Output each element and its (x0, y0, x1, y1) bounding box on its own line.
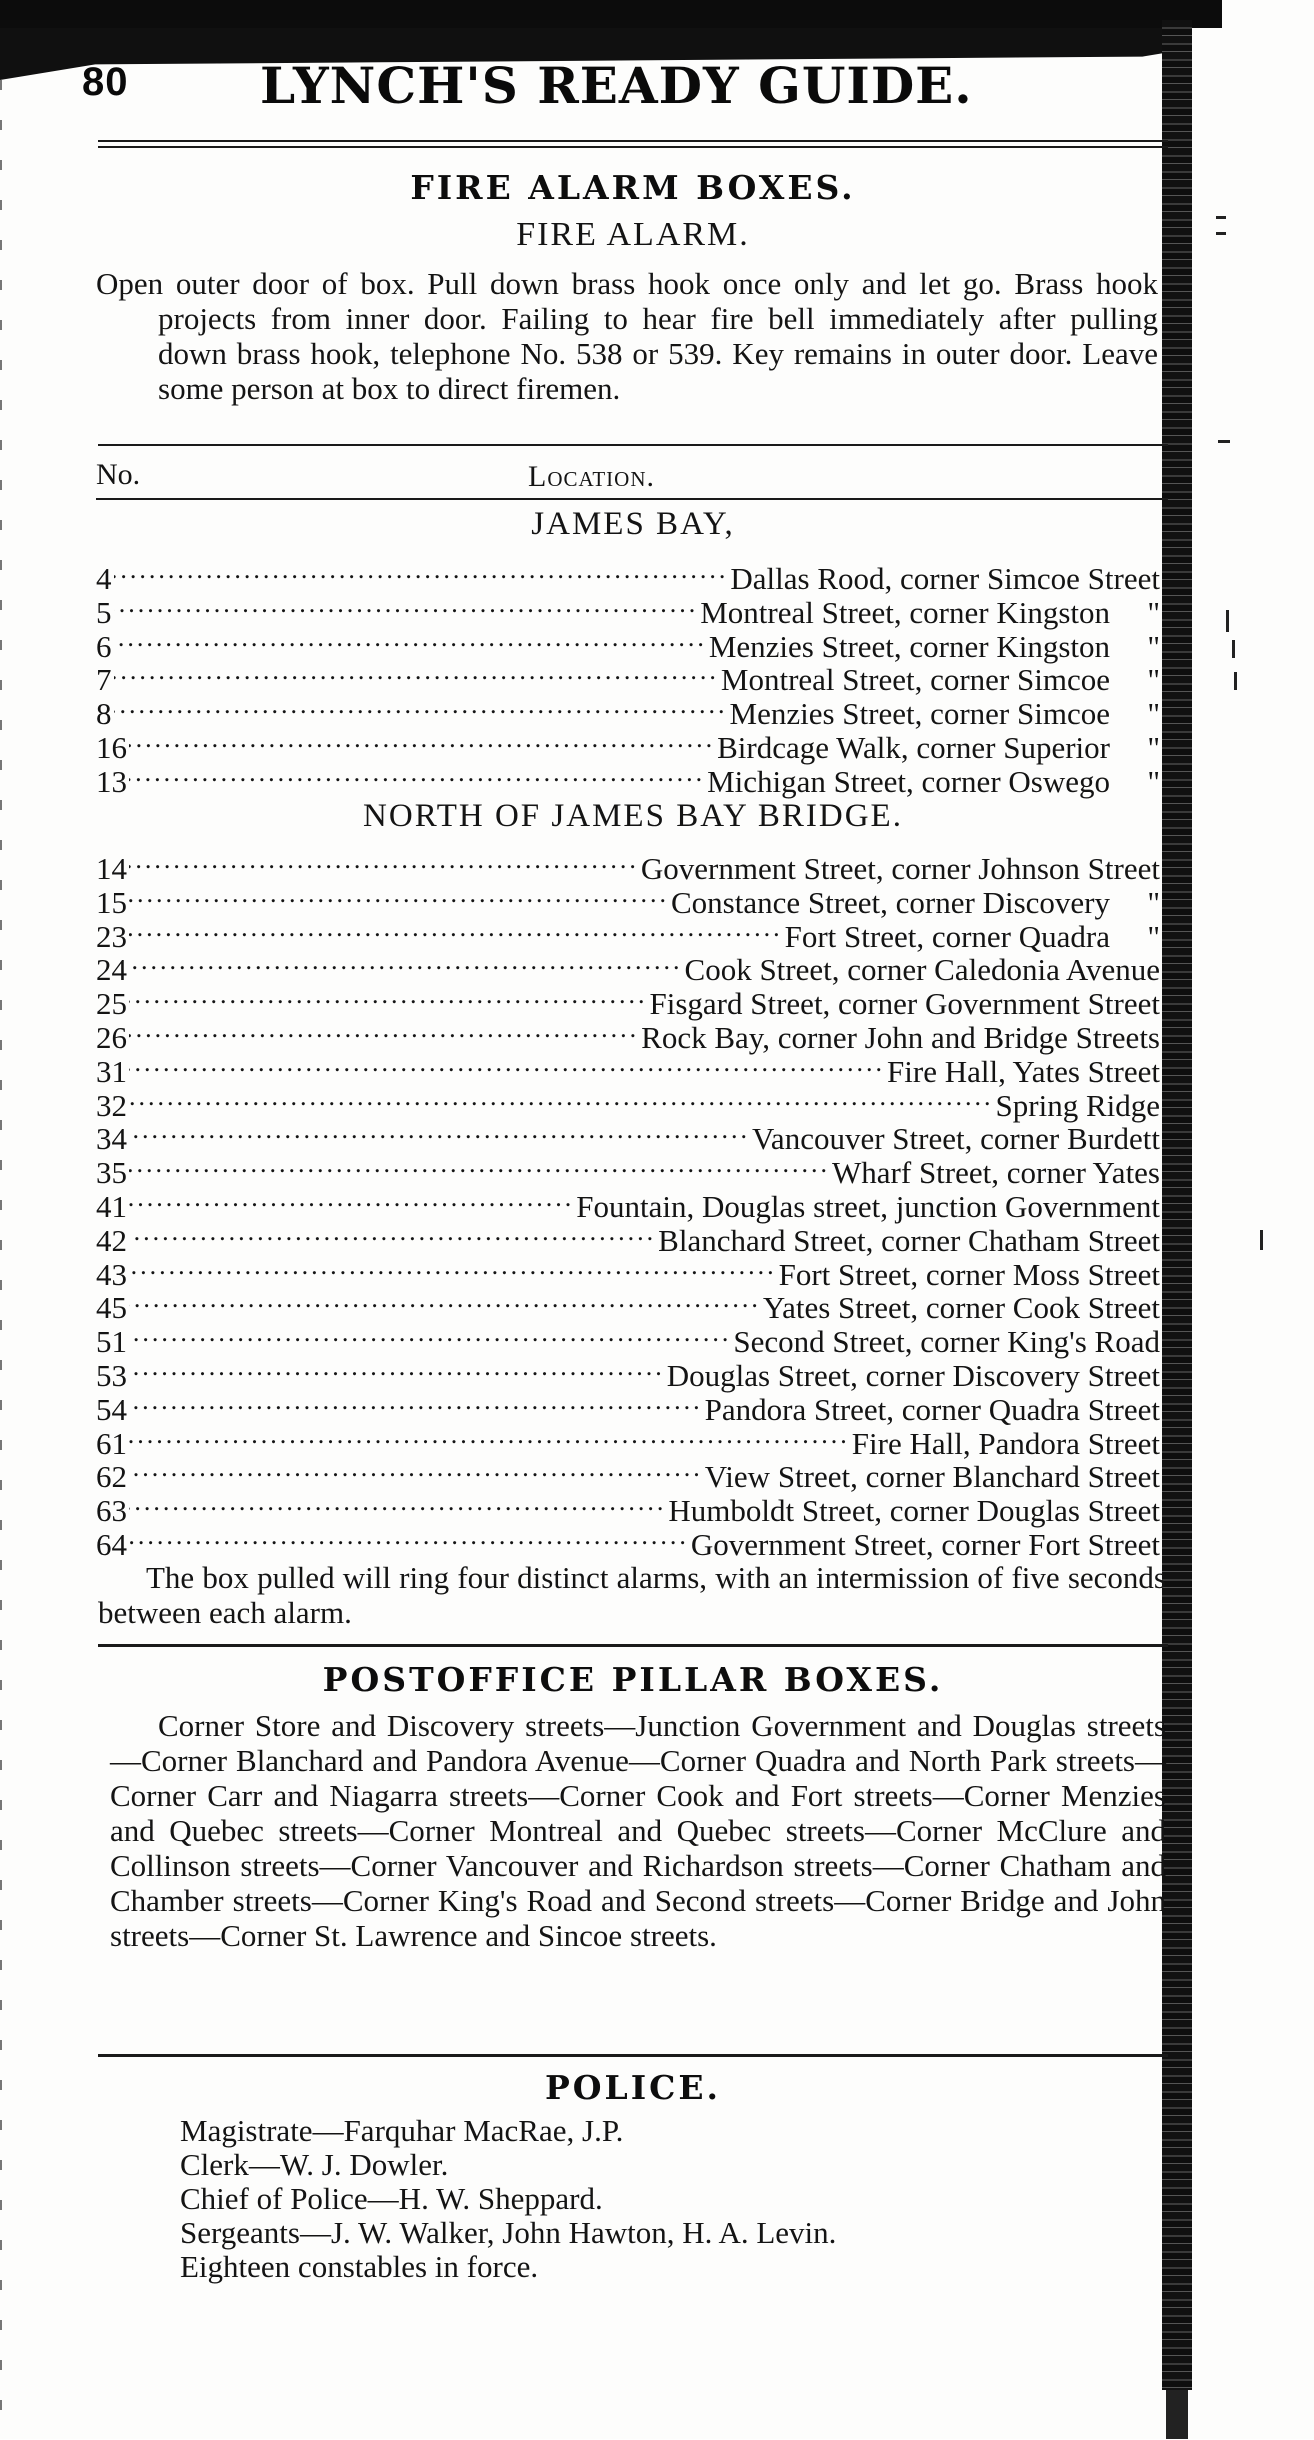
page-number: 80 (82, 60, 129, 104)
alarm-box-row (96, 1015, 1160, 1055)
alarm-box-row (96, 1319, 1160, 1360)
alarm-box-number: 6 (96, 628, 112, 664)
alarm-box-row (96, 556, 1160, 596)
alarm-box-number: 7 (96, 662, 112, 698)
alarm-box-row (96, 981, 1160, 1022)
dot-leader (129, 1488, 666, 1521)
alarm-box-location: Fort Street, corner Moss Street (778, 1256, 1160, 1292)
region-james-bay: JAMES BAY, (531, 506, 735, 542)
alarm-box-row (96, 1218, 1160, 1258)
alarm-box-number: 23 (96, 918, 127, 954)
alarm-box-number: 35 (96, 1155, 127, 1191)
police-chief: Chief of Police—H. W. Sheppard. (180, 2181, 603, 2216)
alarm-box-location: Fort Street, corner Quadra (784, 918, 1110, 954)
police-clerk: Clerk—W. J. Dowler. (180, 2147, 449, 2182)
scan-speck (1232, 640, 1235, 658)
alarm-box-row (96, 846, 1160, 886)
alarm-box-location: Dallas Rood, corner Simcoe Street (730, 561, 1160, 596)
north-bridge-box-list (96, 846, 1160, 1562)
ditto-mark: " (1147, 884, 1160, 920)
box-table-header (96, 454, 1168, 494)
dot-leader (129, 947, 683, 980)
police-constables: Eighteen constables in force. (180, 2249, 539, 2284)
dot-leader (129, 1387, 703, 1420)
alarm-box-location: Wharf Street, corner Yates (832, 1155, 1160, 1191)
dot-leader (129, 981, 648, 1014)
alarm-box-location: Constance Street, corner Discovery (670, 884, 1110, 920)
alarm-box-location: Fire Hall, Yates Street (887, 1053, 1160, 1089)
instructions-text: Open outer door of box. Pull down brass hook once only and let go. Brass hook projects from inner door. Failing to hear fire bell immediately after pulling down brass hook, telephone No. 538 or 539. Key remains in outer door. Leave some person at box to direct firemen. (96, 266, 1158, 406)
alarm-box-number: 42 (96, 1222, 127, 1258)
pillar-rule (98, 2054, 1168, 2057)
alarm-box-number: 26 (96, 1019, 127, 1055)
scan-speck (1216, 232, 1226, 235)
dot-leader (129, 914, 783, 947)
pillar-boxes-list (110, 1708, 1166, 1953)
alarm-box-row (96, 1150, 1160, 1191)
alarm-box-row (96, 947, 1160, 988)
alarm-box-number: 4 (96, 561, 112, 596)
scan-speck (1216, 216, 1226, 219)
alarm-box-location: Blanchard Street, corner Chatham Street (658, 1222, 1160, 1258)
alarm-box-number: 51 (96, 1324, 127, 1360)
alarm-box-location: Montreal Street, corner Simcoe (720, 662, 1110, 698)
alarm-box-location: Vancouver Street, corner Burdett (751, 1121, 1160, 1157)
alarm-box-location: Montreal Street, corner Kingston (700, 594, 1110, 630)
alarm-note (98, 1560, 1166, 1630)
dot-leader (129, 759, 705, 792)
alarm-box-row (96, 1387, 1160, 1427)
fire-alarm-instructions (96, 266, 1158, 406)
alarm-box-location: Rock Bay, corner John and Bridge Streets (641, 1019, 1160, 1055)
alarm-box-row (96, 1252, 1160, 1292)
alarm-box-number: 31 (96, 1053, 127, 1089)
alarm-box-number: 54 (96, 1391, 127, 1427)
james-bay-box-list (96, 556, 1160, 799)
dot-leader (114, 657, 719, 690)
dot-leader (129, 1353, 665, 1386)
dot-leader (129, 1218, 656, 1251)
alarm-box-location: Menzies Street, corner Kingston (708, 628, 1110, 664)
police-sergeants: Sergeants—J. W. Walker, John Hawton, H. A. Levin. (180, 2215, 837, 2250)
alarm-box-number: 16 (96, 729, 127, 765)
dot-leader (129, 1252, 777, 1285)
alarm-box-number: 25 (96, 986, 127, 1022)
pillar-boxes-text: Corner Store and Discovery streets—Junction Government and Douglas streets—Corner Blanchard and Pandora Avenue—Corner Quadra and North Park streets—Corner Carr and Niagarra streets—Corner Cook and Fort streets—Corner Menzies and Quebec streets—Corner Montreal and Quebec streets—Corner McClure and Collinson streets—Corner Vancouver and Richardson streets—Corner Chatham and Chamber streets—Corner King's Road and Second streets—Corner Bridge and John streets—Corner St. Lawrence and Sincoe streets. (110, 1708, 1166, 1953)
alarm-box-location: Douglas Street, corner Discovery Street (666, 1357, 1160, 1393)
alarm-box-number: 61 (96, 1425, 127, 1461)
alarm-box-location: Menzies Street, corner Simcoe (729, 696, 1110, 732)
page-top-border (0, 0, 1222, 28)
dot-leader (129, 846, 639, 879)
dot-leader (129, 1522, 689, 1555)
column-no: No. (96, 458, 141, 491)
pillar-boxes-heading: POSTOFFICE PILLAR BOXES. (322, 1660, 944, 1699)
alarm-box-location: Second Street, corner King's Road (733, 1324, 1160, 1360)
alarm-box-location: Birdcage Walk, corner Superior (717, 729, 1110, 765)
alarm-box-row (96, 657, 1160, 698)
ditto-mark: " (1147, 594, 1160, 630)
alarm-box-number: 43 (96, 1256, 127, 1292)
ditto-mark: " (1147, 628, 1160, 664)
alarm-box-location: Yates Street, corner Cook Street (762, 1290, 1160, 1326)
dot-leader (129, 1421, 850, 1454)
alarm-box-location: Michigan Street, corner Oswego (707, 763, 1110, 799)
alarm-box-row (96, 759, 1160, 799)
ditto-mark: " (1147, 696, 1160, 732)
alarm-box-row (96, 1522, 1160, 1562)
alarm-box-location: Fisgard Street, corner Government Street (649, 986, 1160, 1022)
scan-speck (1226, 610, 1229, 632)
header-rule (98, 140, 1168, 148)
fire-alarm-subheading: FIRE ALARM. (516, 216, 750, 253)
alarm-box-number: 34 (96, 1121, 127, 1157)
alarm-box-number: 63 (96, 1493, 127, 1529)
alarm-box-location: Spring Ridge (995, 1087, 1160, 1123)
alarm-box-location: Fountain, Douglas street, junction Government (576, 1188, 1160, 1224)
scan-speck (1218, 440, 1230, 443)
region-north-of-bridge: NORTH OF JAMES BAY BRIDGE. (363, 798, 903, 834)
alarm-box-location: Fire Hall, Pandora Street (851, 1425, 1160, 1461)
dot-leader (129, 1116, 750, 1149)
dot-leader (129, 1049, 885, 1082)
alarm-box-location: Government Street, corner Fort Street (690, 1526, 1160, 1562)
alarm-box-number: 14 (96, 851, 127, 886)
alarm-box-row (96, 1049, 1160, 1089)
dot-leader (129, 1015, 639, 1048)
alarm-box-row (96, 691, 1160, 732)
alarm-box-number: 32 (96, 1087, 127, 1123)
alarm-box-row (96, 1421, 1160, 1461)
dot-leader (114, 691, 728, 724)
dot-leader (114, 590, 699, 623)
alarm-box-number: 24 (96, 952, 127, 988)
table-header-rule (96, 498, 1168, 500)
alarm-box-row (96, 590, 1160, 630)
alarm-box-location: Pandora Street, corner Quadra Street (704, 1391, 1160, 1427)
alarm-box-row (96, 725, 1160, 765)
alarm-box-row (96, 1184, 1160, 1224)
alarm-box-number: 13 (96, 763, 127, 799)
alarm-box-number: 15 (96, 884, 127, 920)
dot-leader (114, 556, 729, 589)
alarm-box-row (96, 1116, 1160, 1157)
alarm-box-row (96, 914, 1160, 954)
police-magistrate: Magistrate—Farquhar MacRae, J.P. (180, 2113, 624, 2148)
dot-leader (129, 725, 715, 758)
alarm-box-row (96, 1083, 1160, 1123)
alarm-note-text: The box pulled will ring four distinct alarms, with an intermission of five seconds between each alarm. (98, 1560, 1166, 1630)
ditto-mark: " (1147, 729, 1160, 765)
alarm-box-row (96, 1454, 1160, 1495)
ditto-mark: " (1147, 763, 1160, 799)
dot-leader (129, 1083, 994, 1116)
fire-alarm-heading: FIRE ALARM BOXES. (410, 168, 856, 207)
scan-speck (1234, 672, 1237, 690)
alarm-box-row (96, 1285, 1160, 1326)
page-right-border (1162, 20, 1192, 2390)
column-location: Location. (528, 460, 655, 493)
police-heading: POLICE. (544, 2068, 722, 2107)
dot-leader (129, 1285, 761, 1318)
alarm-box-number: 5 (96, 594, 112, 630)
instructions-rule (98, 444, 1168, 446)
ditto-mark: " (1147, 918, 1160, 954)
dot-leader (129, 1184, 574, 1217)
alarm-box-number: 53 (96, 1357, 127, 1393)
alarm-box-number: 8 (96, 696, 112, 732)
alarm-box-number: 62 (96, 1459, 127, 1495)
alarm-box-row (96, 880, 1160, 920)
dot-leader (129, 1319, 731, 1352)
dot-leader (129, 1150, 830, 1183)
alarm-box-number: 45 (96, 1290, 127, 1326)
alarm-box-row (96, 624, 1160, 664)
page-left-edge (0, 80, 2, 2440)
scan-speck (1260, 1230, 1263, 1250)
alarm-box-number: 64 (96, 1526, 127, 1562)
alarm-box-row (96, 1488, 1160, 1529)
dot-leader (129, 880, 669, 913)
alarm-box-row (96, 1353, 1160, 1393)
alarm-box-location: View Street, corner Blanchard Street (704, 1459, 1160, 1495)
alarm-box-location: Government Street, corner Johnson Street (640, 851, 1160, 886)
alarm-box-number: 41 (96, 1188, 127, 1224)
page-right-border-lower (1166, 2390, 1188, 2439)
note-rule (98, 1644, 1168, 1647)
ditto-mark: " (1147, 662, 1160, 698)
dot-leader (129, 1454, 703, 1487)
alarm-box-location: Humboldt Street, corner Douglas Street (668, 1493, 1160, 1529)
running-head: LYNCH'S READY GUIDE. (260, 56, 973, 115)
dot-leader (114, 624, 707, 657)
alarm-box-location: Cook Street, corner Caledonia Avenue (684, 952, 1160, 988)
